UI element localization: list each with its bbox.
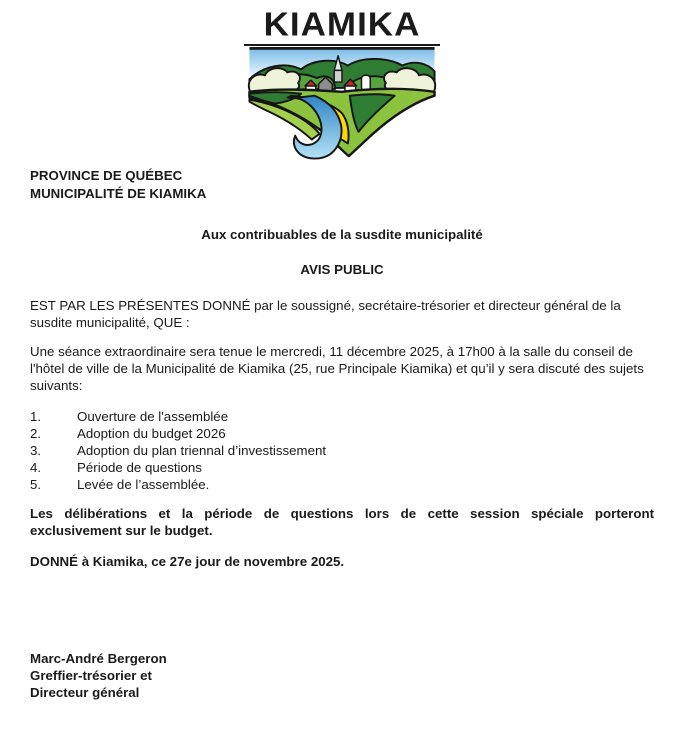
- agenda-item-number: 1.: [30, 409, 42, 424]
- kiamika-logo: [244, 8, 440, 161]
- agenda-item: [30, 408, 654, 425]
- landscape-village-river-emblem-icon: [244, 47, 440, 161]
- date-given-line: DONNÉ à Kiamika, ce 27e jour de novembre 2025.: [30, 554, 345, 569]
- agenda-item-number: 2.: [30, 426, 42, 441]
- emphasis-paragraph: Les délibérations et la période de questions lors de cette session spéciale porteront exclusivement sur le budget.: [30, 506, 654, 538]
- addressee-line: Aux contribuables de la susdite municipalité: [201, 227, 483, 242]
- agenda-item-text: Adoption du plan triennal d’investissement: [77, 443, 327, 458]
- logo-divider: [244, 44, 440, 46]
- agenda-item: [30, 425, 654, 442]
- agenda-item-text: Période de questions: [77, 460, 202, 475]
- municipal-header: [30, 167, 654, 203]
- signer-title-line2: Directeur général: [30, 685, 140, 700]
- agenda-item: [30, 442, 654, 459]
- agenda-item-number: 4.: [30, 460, 42, 475]
- intro-paragraph: EST PAR LES PRÉSENTES DONNÉ par le soussigné, secrétaire-trésorier et directeur général de la susdite municipalité, QUE :: [30, 298, 621, 330]
- agenda-item-text: Ouverture de l'assemblée: [77, 409, 229, 424]
- signer-title-line1: Greffier-trésorier et: [30, 668, 152, 683]
- agenda-item-text: Adoption du budget 2026: [77, 426, 226, 441]
- signature-block: [30, 650, 654, 701]
- agenda-item: [30, 476, 654, 493]
- agenda-list: [30, 408, 654, 493]
- agenda-item: [30, 459, 654, 476]
- agenda-item-text: Levée de l’assemblée.: [77, 477, 210, 492]
- agenda-item-number: 3.: [30, 443, 42, 458]
- municipality-line: MUNICIPALITÉ DE KIAMIKA: [30, 186, 207, 201]
- notice-title: AVIS PUBLIC: [300, 262, 384, 277]
- signer-name: Marc-André Bergeron: [30, 651, 167, 666]
- province-line: PROVINCE DE QUÉBEC: [30, 168, 183, 183]
- agenda-item-number: 5.: [30, 477, 42, 492]
- session-details-paragraph: Une séance extraordinaire sera tenue le mercredi, 11 décembre 2025, à 17h00 à la salle du conseil de l'hôtel de ville de la Municipalité de Kiamika (25, rue Principale Kiamika) et qu’il y sera discuté des sujets suivants:: [30, 344, 644, 393]
- logo-wordmark: KIAMIKA: [263, 6, 421, 44]
